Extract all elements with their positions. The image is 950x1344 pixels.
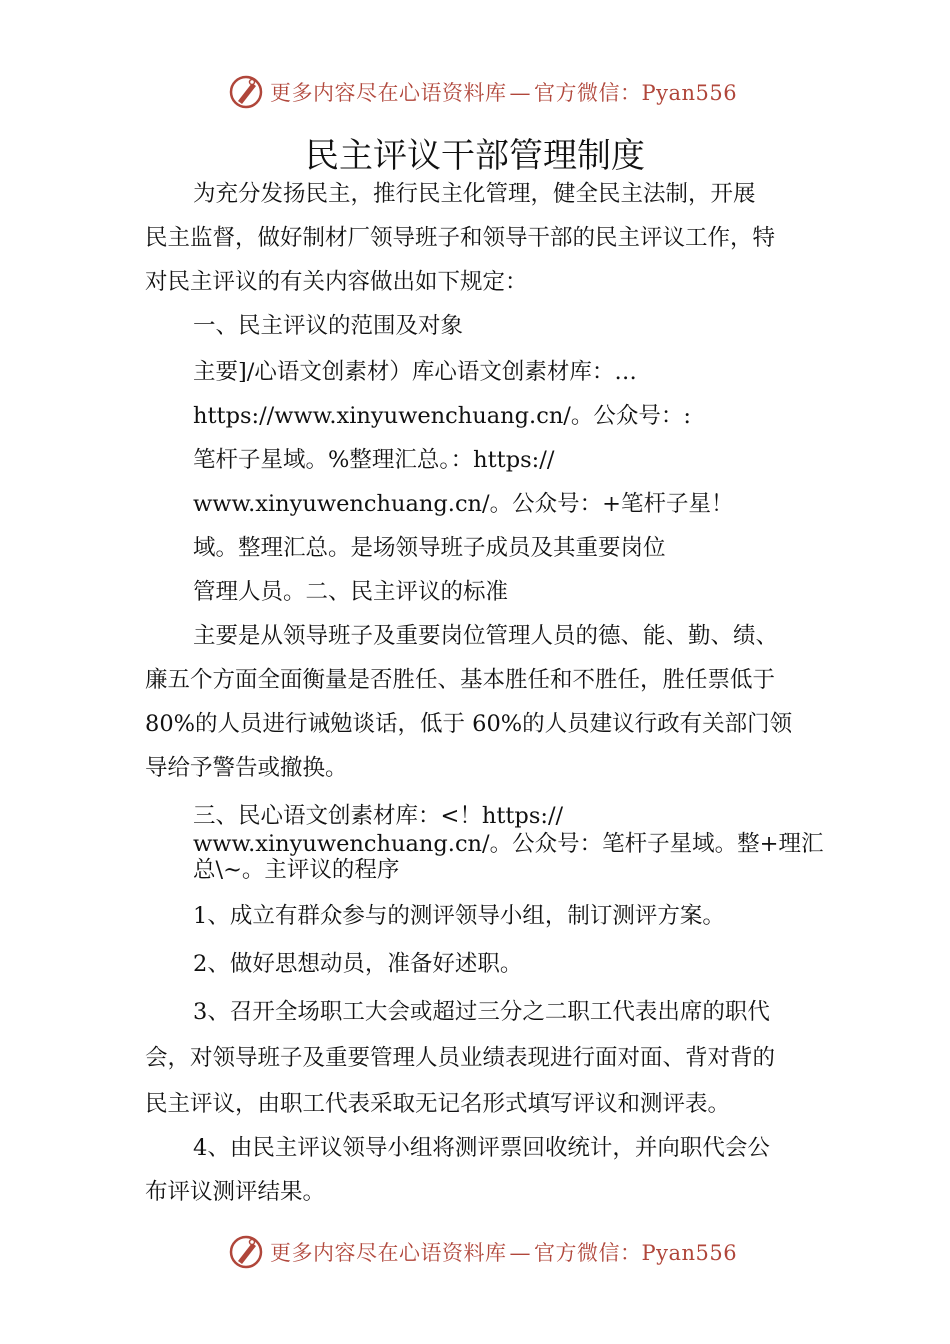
- section3-line-3: 总\~。主评议的程序: [193, 857, 400, 883]
- pen-in-circle-icon: [228, 74, 264, 110]
- intro-line-1: 为充分发扬民主，推行民主化管理，健全民主法制，开展: [193, 181, 756, 207]
- intro-line-3: 对民主评议的有关内容做出如下规定：: [145, 269, 528, 295]
- page-title: 民主评议干部管理制度: [305, 136, 645, 176]
- banner-text: [270, 1237, 737, 1267]
- section2-line-2: 廉五个方面全面衡量是否胜任、基本胜任和不胜任，胜任票低于: [145, 667, 776, 693]
- section2-line-1: 主要是从领导班子及重要岗位管理人员的德、能、勤、绩、: [193, 623, 779, 649]
- procedure-item-1: 1、成立有群众参与的测评领导小组，制订测评方案。: [193, 903, 725, 929]
- section1-line-4: www.xinyuwenchuang.cn/。公众号：+笔杆子星！: [193, 491, 734, 517]
- section3-line-1: 三、民心语文创素材库：<！https://: [193, 803, 564, 829]
- section1-line-6: 管理人员。二、民主评议的标准: [193, 579, 509, 605]
- banner-wechat: 官方微信：Pyan556: [534, 1241, 738, 1265]
- section2-line-3: 80%的人员进行诫勉谈话，低于 60%的人员建议行政有关部门领: [145, 711, 793, 737]
- section1-line-1: 主要]/心语文创素材）库心语文创素材库：…: [193, 359, 637, 385]
- banner-separator: —: [509, 1241, 531, 1265]
- banner-text: [270, 77, 737, 107]
- procedure-item-2: 2、做好思想动员，准备好述职。: [193, 951, 523, 977]
- pen-in-circle-icon: [228, 1234, 264, 1270]
- banner-wechat: 官方微信：Pyan556: [534, 81, 738, 105]
- banner-site-name: 更多内容尽在心语资料库: [270, 81, 507, 105]
- footer-banner: [0, 1226, 950, 1276]
- procedure-item-3-line-3: 民主评议，由职工代表采取无记名形式填写评议和测评表。: [145, 1091, 731, 1117]
- procedure-item-3-line-2: 会，对领导班子及重要管理人员业绩表现进行面对面、背对背的: [145, 1045, 776, 1071]
- procedure-item-3-line-1: 3、召开全场职工大会或超过三分之二职工代表出席的职代: [193, 999, 770, 1025]
- procedure-item-4-line-1: 4、由民主评议领导小组将测评票回收统计，并向职代会公: [193, 1135, 770, 1161]
- intro-line-2: 民主监督，做好制材厂领导班子和领导干部的民主评议工作，特: [145, 225, 776, 251]
- section2-line-4: 导给予警告或撤换。: [145, 755, 348, 781]
- section1-heading: 一、民主评议的范围及对象: [193, 313, 464, 339]
- section1-line-3: 笔杆子星域。%整理汇总。：https://: [193, 447, 555, 473]
- header-banner: [0, 66, 950, 116]
- procedure-item-4-line-2: 布评议测评结果。: [145, 1179, 326, 1205]
- section1-line-5: 域。整理汇总。是场领导班子成员及其重要岗位: [193, 535, 666, 561]
- banner-site-name: 更多内容尽在心语资料库: [270, 1241, 507, 1265]
- section3-line-2: www.xinyuwenchuang.cn/。公众号：笔杆子星域。整+理汇: [193, 831, 824, 857]
- banner-separator: —: [509, 81, 531, 105]
- section1-line-2: https://www.xinyuwenchuang.cn/。公众号：:: [193, 403, 691, 429]
